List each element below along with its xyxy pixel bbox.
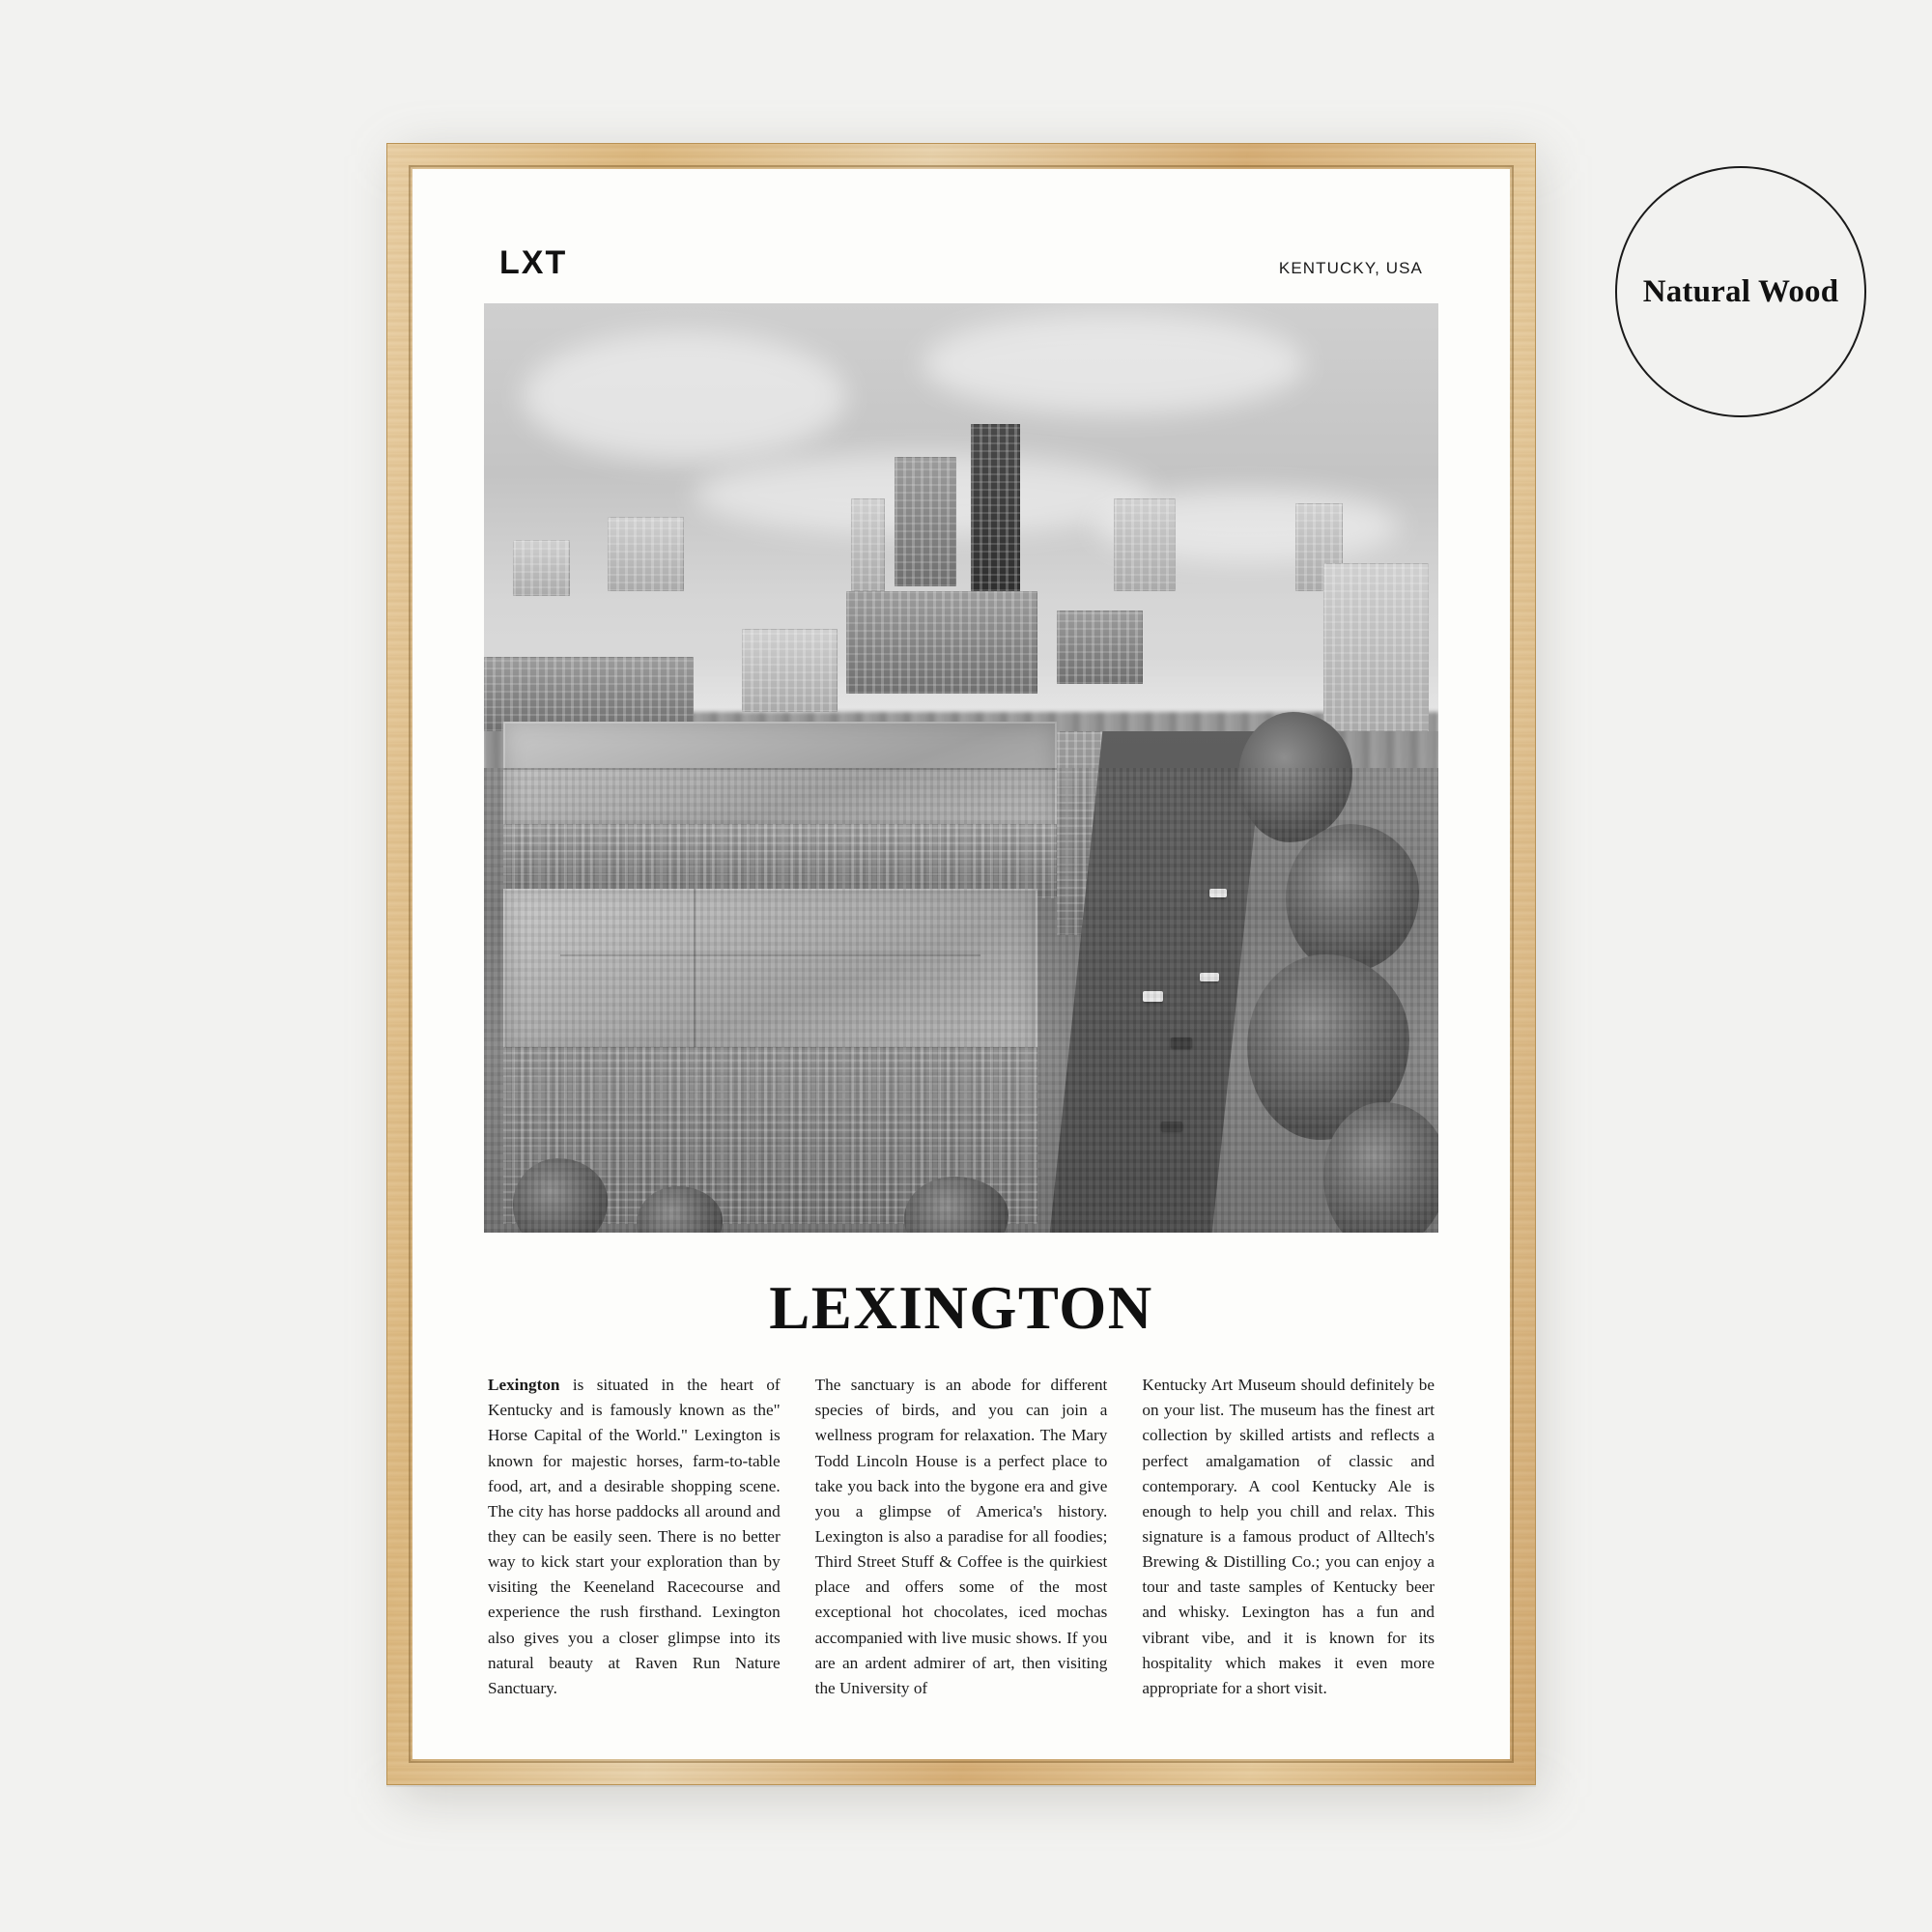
page-title: LEXINGTON [769,1274,1153,1343]
body-text: is situated in the heart of Kentucky and is famously known as the" Horse Capital of the World." Lexington is known for majestic horses, farm-to-table food, art, and a desirable shopping scene. The city has horse paddocks all around and they can be easily seen. There is no better way to kick start your exploration than by visiting the Keeneland Racecourse and experience the rush firsthand. Lexington also gives you a closer glimpse into its natural beauty at Raven Run Nature Sanctuary. [488,1376,781,1697]
poster-region: KENTUCKY, USA [1278,259,1423,277]
right-building [1114,498,1176,591]
skyscraper-tower [971,424,1020,591]
poster-photo [484,303,1438,1233]
body-lead-word: Lexington [488,1376,560,1395]
poster-code: LXT [499,244,568,281]
body-column-1 [488,1373,781,1701]
mid-building [851,498,885,591]
photo-grain [484,768,1438,1233]
rowhouses [484,657,694,731]
badge-label: Natural Wood [1642,273,1839,309]
tower-building [895,457,956,587]
body-text: The sanctuary is an abode for different species of birds, and you can join a wellness program for relaxation. The Mary Todd Lincoln House is a perfect place to take you back into the bygone era and give you a glimpse of America's history. Lexington is also a paradise for all foodies; Third Street Stuff & Coffee is the quirkiest place and offers some of the most exceptional hot chocolates, iced mochas accompanied with live music shows. If you are an ardent admirer of art, then visiting the University of [814,1376,1108,1697]
natural-wood-badge [1615,166,1866,417]
cloud [923,313,1304,415]
poster-header [484,244,1438,282]
left-building [608,517,684,591]
body-text: Kentucky Art Museum should definitely be on your list. The museum has the finest art collection by skilled artists and reflects a perfect amalgamation of classic and contemporary. A cool Kentucky Ale is enough to help you chill and relax. This signature is a famous product of Alltech's Brewing & Distilling Co.; you can enjoy a tour and taste samples of Kentucky beer and whisky. Lexington has a fun and vibrant vibe, and it is known for its hospitality which makes it even more appropriate for a short visit. [1142,1376,1435,1697]
poster-body [484,1373,1438,1701]
body-column-2 [815,1373,1108,1701]
poster [412,169,1510,1759]
midrise-complex [846,591,1037,694]
cloud [523,331,847,462]
far-left-building [513,540,570,596]
midrise-building [742,629,838,713]
picture-frame [386,143,1536,1785]
apartment-block [1323,563,1429,730]
midrise-building [1057,611,1143,685]
body-column-3 [1142,1373,1435,1701]
